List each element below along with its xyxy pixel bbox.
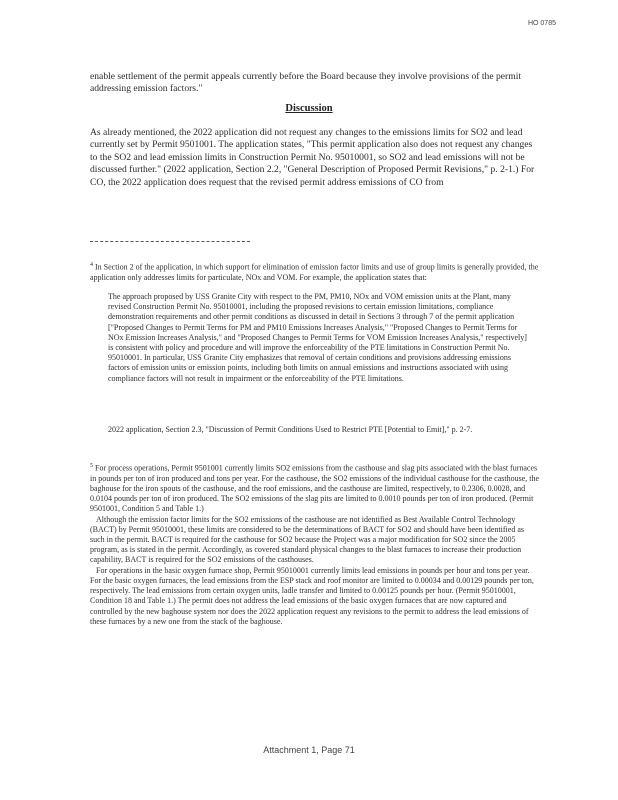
main-text: As already mentioned, the 2022 application did not request any changes to the emissions limits for SO2 and lead currently set by Permit 9501001. The application states, "This permit application also does not request any changes to the SO2 and lead emission limits in Construction Permit No. 95010001, so SO2 and lead emissions will not be discussed further." (2022 application, Section 2.2, "General Description of Proposed Permit Revisions," p. 2-1.) For CO, the 2022 application does request that the revised permit address emissions of CO from — [90, 127, 535, 188]
intro-paragraph — [90, 71, 540, 96]
footnote-5-marker: 5 — [90, 463, 93, 469]
footnote-5 — [90, 461, 540, 627]
footnote-5-paragraph: For operations in the basic oxygen furnace shop, Permit 95010001 currently limits lead emissions in pounds per hour and tons per year. For the basic oxygen furnaces, the lead emissions from the ESP stack and roof monitor are limited to 0.00034 and 0.00129 pounds per ton, respectively. The lead emissions from certain oxygen units, ladle transfer and limited to 0.00125 pounds per hour. (Permit 95010001, Condition 18 and Table 1.) The permit does not address the lead emissions of the basic oxygen furnaces that are now captured and controlled by the new baghouse system nor does the 2022 application request any revisions to the permit to address the lead emissions of these furnaces by a new one from the stack of the baghouse. — [90, 565, 534, 626]
footnote-5-paragraph: Although the emission factor limits for the SO2 emissions of the casthouse are not identified as Best Available Control Technology (BACT) by Permit 95010001, these limits are considered to be the determinations of BACT for SO2 and should have been identified as such in the permit. BACT is required for the casthouse for SO2 because the Project was a major modification for SO2 since the 2005 program, as is stated in the permit. Accordingly, as covered standard physical changes to the blast furnaces to increase their production capability, BACT is required for the SO2 emissions of the casthouses. — [90, 514, 524, 565]
footnote-separator — [90, 241, 250, 242]
section-heading: Discussion — [285, 103, 333, 114]
quote-citation-text: 2022 application, Section 2.3, "Discussion of Permit Conditions Used to Restrict PTE [Potential to Emit]," p. 2-7. — [108, 425, 473, 434]
document-id: HO 0785 — [527, 20, 556, 27]
main-paragraph — [90, 127, 540, 189]
quote-citation — [108, 425, 530, 435]
footnote-5-paragraph: For process operations, Permit 9501001 currently limits SO2 emissions from the casthouse and slag pits associated with the blast furnaces in pounds per ton of iron produced and tons per year. For the casthouse, the SO2 emissions of the individual casthouse for the casthouse, the baghouse for the iron spouts of the casthouse, and the roof emissions, and the casthouse are limited, respectively, to 0.2306, 0.0028, and 0.0104 pounds per ton of iron produced. The SO2 emissions of the slag pits are limited to 0.0010 pounds per ton of iron produced. (Permit 9501001, Condition 5 and Table 1.) — [90, 463, 540, 514]
footnote-4-text: In Section 2 of the application, in which support for elimination of emission factor limits and use of group limits is generally provided, the application only addresses limits for particulate, NOx and VOM. For example, the application states that: — [90, 262, 539, 282]
page-footer: Attachment 1, Page 71 — [263, 745, 355, 755]
block-quote — [108, 292, 530, 384]
block-quote-text: The approach proposed by USS Granite City with respect to the PM, PM10, NOx and VOM emission units at the Plant, many revised Construction Permit No. 95010001, including the proposed revisions to certain emission limitations, compliance demonstration requirements and other permit conditions as discussed in detail in Sections 3 through 7 of the permit application ["Proposed Changes to Permit Terms for PM and PM10 Emissions Increases Analysis," "Proposed Changes to Permit Terms for NOx Emission Increases Analysis," and "Proposed Changes to Permit Terms for VOM Emission Increases Analysis," respectively] is consistent with policy and procedure and will improve the enforceability of the PTE limitations in Construction Permit No. 95010001. In particular, USS Granite City emphasizes that removal of certain conditions and provisions addressing emissions factors of emission units or emission points, including both limits on annual emissions and instructions associated with using compliance factors will not result in impairment or the enforceability of the PTE limitations. — [108, 292, 527, 383]
intro-text: enable settlement of the permit appeals currently before the Board because they involve provisions of the permit addressing emission factors." — [90, 71, 522, 95]
footnote-4-marker: 4 — [90, 262, 93, 268]
footnote-4 — [90, 260, 540, 283]
